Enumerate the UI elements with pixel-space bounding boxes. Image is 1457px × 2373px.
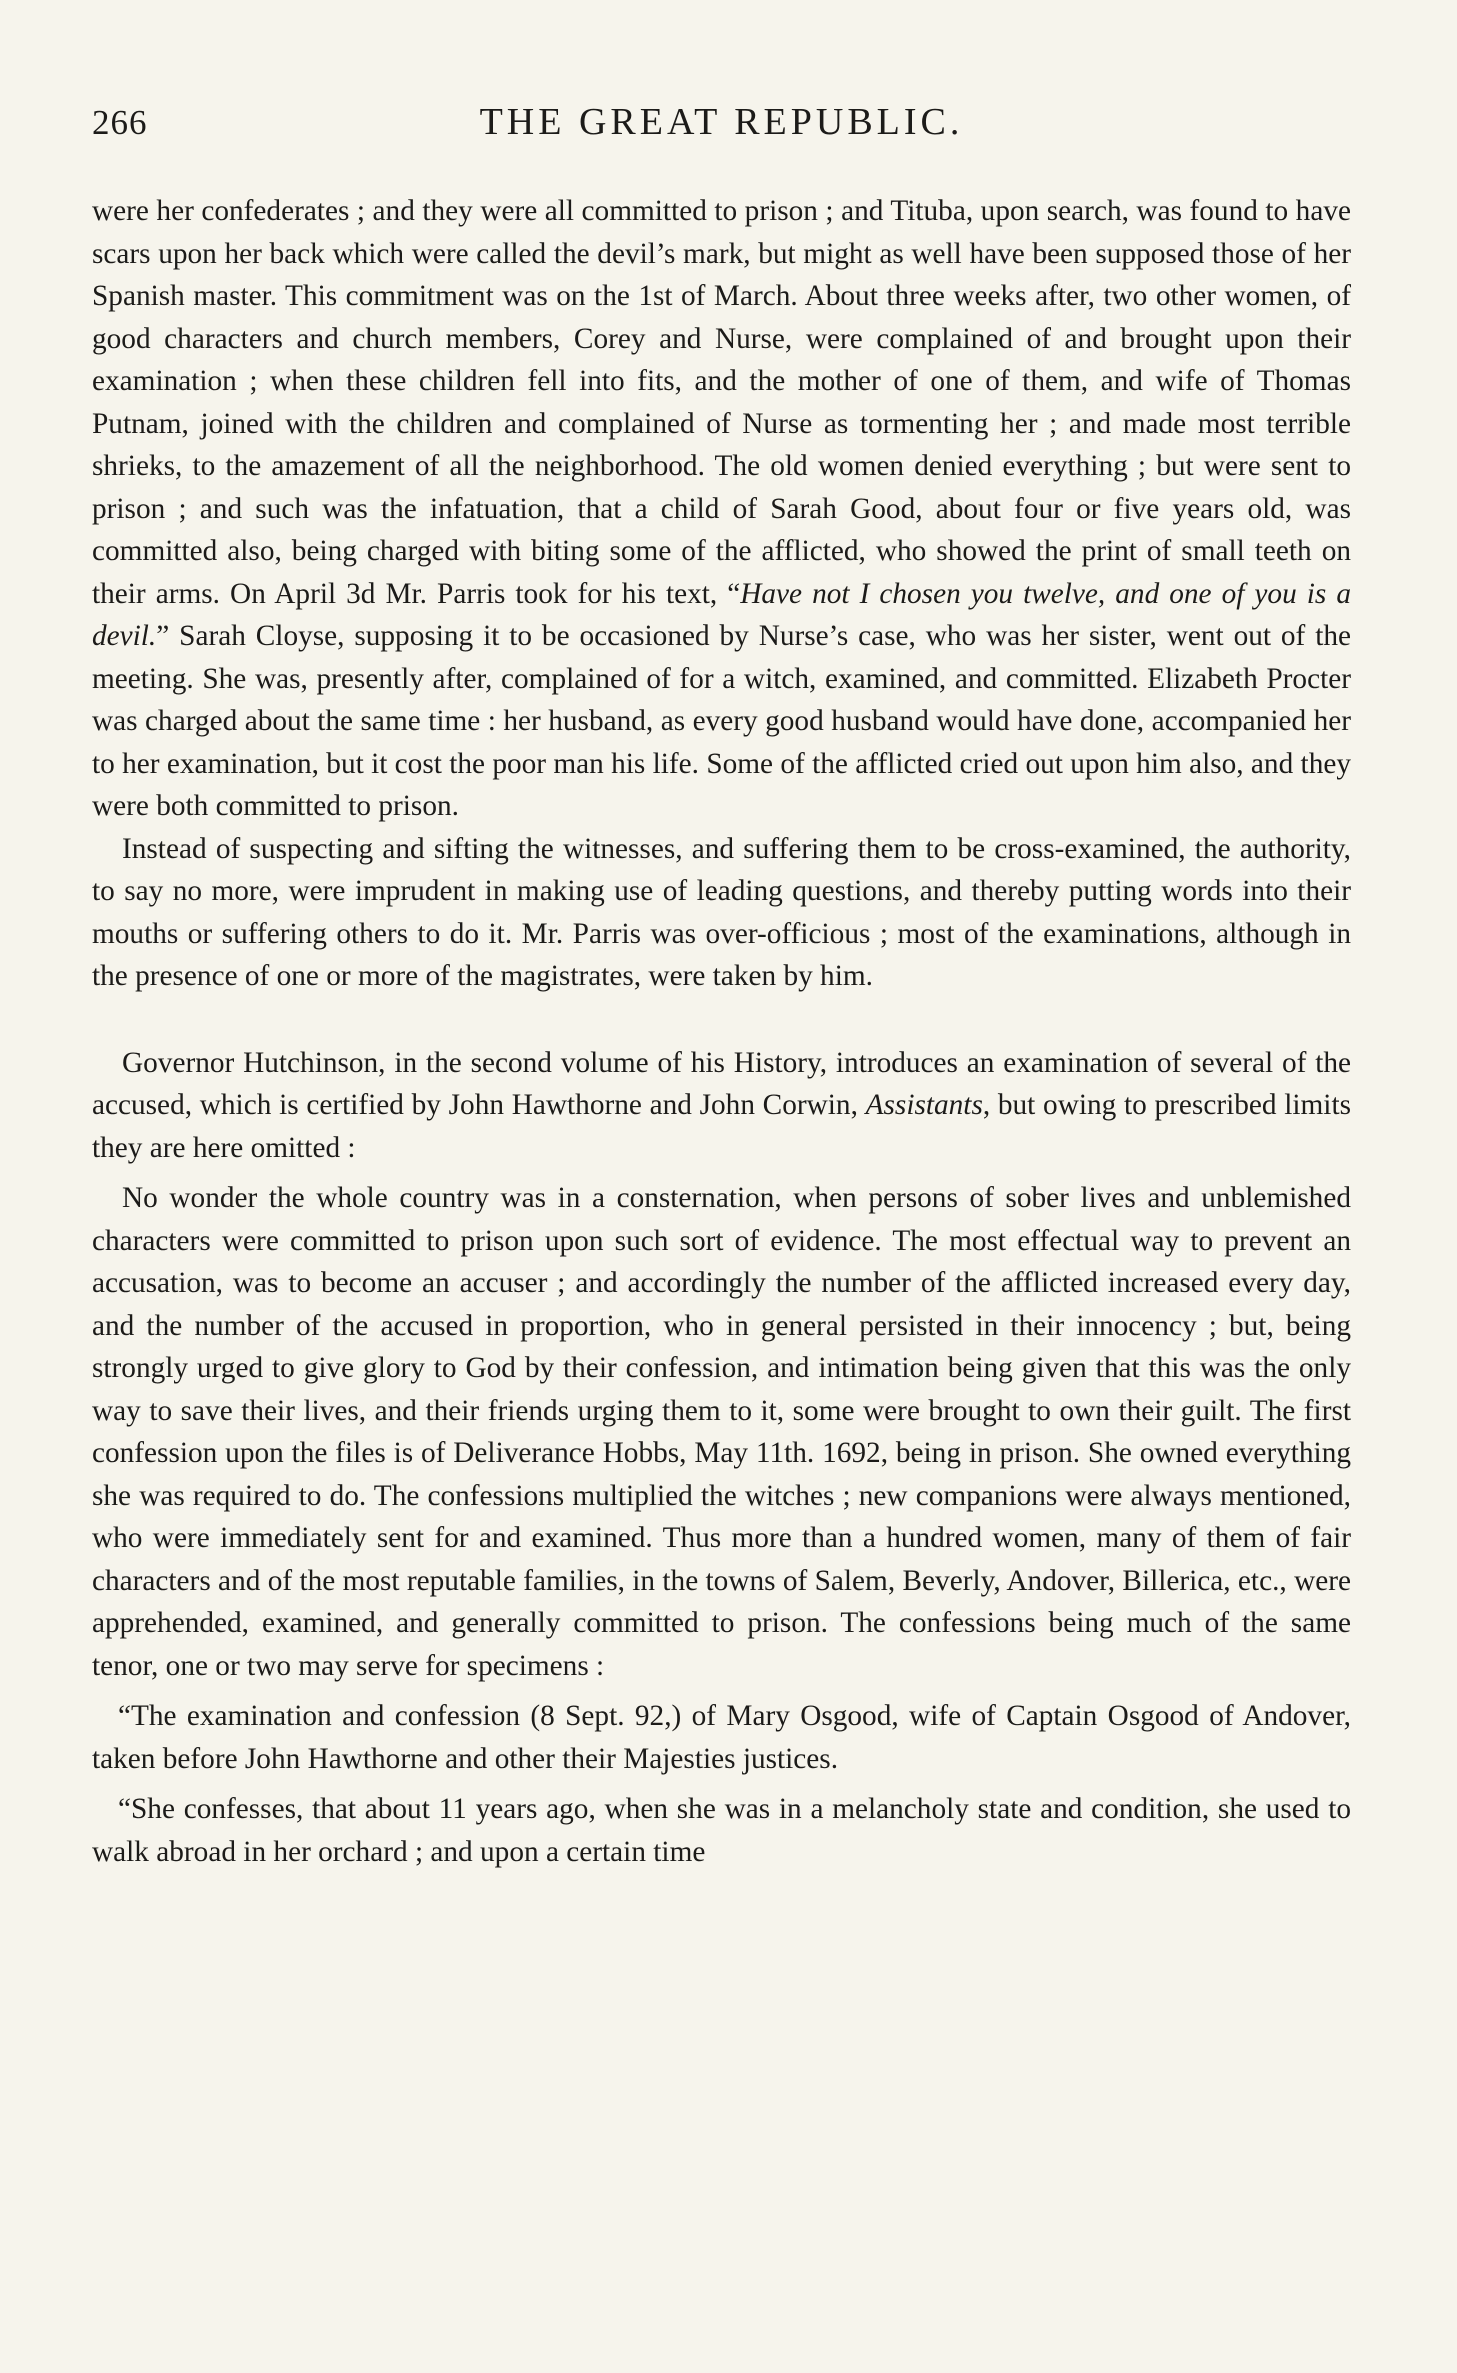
running-title: THE GREAT REPUBLIC. bbox=[479, 101, 964, 143]
text-run: No wonder the whole country was in a consternation, when persons of sober lives and unblemished characters were committed to prison upon such sort of evidence. The most effectual way to prevent an accusation, was to become an accuser ; and accordingly the number of the afflicted increased every day, and the number of the accused in proportion, who in general persisted in their innocency ; but, being strongly urged to give glory to God by their confession, and intimation being given that this was the only way to save their lives, and their friends urging them to it, some were brought to own their guilt. The first confession upon the files is of Deliverance Hobbs, May 11th. 1692, being in prison. She owned everything she was required to do. The confessions multiplied the witches ; new companions were always mentioned, who were immediately sent for and examined. Thus more than a hundred women, many of them of fair characters and of the most reputable families, in the towns of Salem, Beverly, Andover, Billerica, etc., were apprehended, examined, and generally committed to prison. The confessions being much of the same tenor, one or two may serve for specimens : bbox=[92, 1182, 1351, 1682]
quoted-paragraph bbox=[92, 1695, 1351, 1780]
text-run: Instead of suspecting and sifting the witnesses, and suffering them to be cross-examined, the authority, to say no more, were imprudent in making use of leading questions, and thereby putting words into their mouths or suffering others to do it. Mr. Parris was over-officious ; most of the examinations, although in the presence of one or more of the magistrates, were taken by him. bbox=[92, 832, 1351, 992]
italic-text: Have not I chosen you twelve, and one of you is a devil. bbox=[92, 577, 1351, 652]
quoted-paragraph bbox=[92, 1788, 1351, 1873]
text-run: “She confesses, that about 11 years ago, when she was in a melancholy state and condition, she used to walk abroad in her orchard ; and upon a certain time bbox=[92, 1793, 1351, 1868]
text-run: “The examination and confession (8 Sept. 92,) of Mary Osgood, wife of Captain Osgood of Andover, taken before John Hawthorne and other their Majesties justices. bbox=[92, 1700, 1351, 1775]
paragraph bbox=[92, 1177, 1351, 1687]
text-run: Governor Hutchinson, in the second volume of his History, introduces an examination of several of the accused, which is certified by John Hawthorne and John Corwin, bbox=[92, 1046, 1351, 1121]
text-run: were her confederates ; and they were all committed to prison ; and Tituba, upon search, was found to have scars upon her back which were called the devil’s mark, but might as well have been supposed those of her Spanish master. This commitment was on the 1st of March. About three weeks after, two other women, of good characters and church members, Corey and Nurse, were complained of and brought upon their examination ; when these children fell into fits, and the mother of one of them, and wife of Thomas Putnam, joined with the children and complained of Nurse as tormenting her ; and made most terrible shrieks, to the amazement of all the neighborhood. The old women denied everything ; but were sent to prison ; and such was the infatuation, that a child of Sarah Good, about four or five years old, was committed also, being charged with biting some of the afflicted, who showed the print of small teeth on their arms. On April 3d Mr. Parris took for his text, “ bbox=[92, 195, 1351, 610]
italic-text: Assistants bbox=[865, 1089, 983, 1121]
paragraph bbox=[92, 1042, 1351, 1170]
paragraph bbox=[92, 190, 1351, 828]
text-run: ” Sarah Cloyse, supposing it to be occasioned by Nurse’s case, who was her sister, went out of the meeting. She was, presently after, complained of for a witch, examined, and committed. Elizabeth Procter was charged about the same time : her husband, as every good husband would have done, accompanied her to her examination, but it cost the poor man his life. Some of the afflicted cried out upon him also, and they were both committed to prison. bbox=[92, 620, 1351, 822]
page-number: 266 bbox=[92, 103, 148, 142]
body-text bbox=[92, 190, 1351, 1873]
text-run: , but owing to prescribed limits they are here omitted : bbox=[92, 1089, 1351, 1164]
paragraph bbox=[92, 828, 1351, 998]
running-head bbox=[92, 100, 1351, 156]
